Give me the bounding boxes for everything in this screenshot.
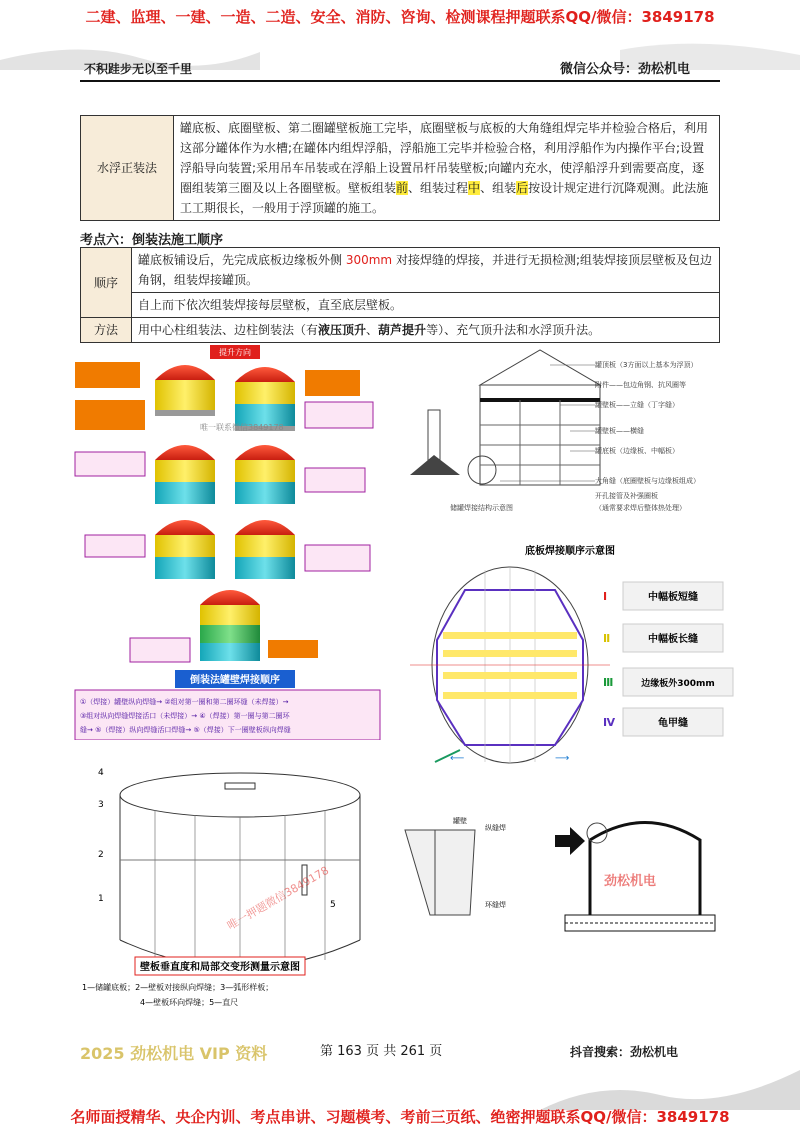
order-step1: 罐底板铺设后，先完成底板边缘板外侧 300mm 对接焊缝的焊接，并进行无损检测;组装焊接顶层壁板及包边角钢，组装焊接罐顶。	[132, 248, 720, 293]
structure-label-5: 罐底板（边缘板、中幅板）	[595, 447, 679, 455]
lift-direction-label: 提升方向	[219, 348, 251, 357]
sequence-step-3: 缝→ ⑤（焊接）纵向焊缝活口焊缝→ ⑤（焊接）下一圈壁板纵向焊缝	[80, 726, 291, 734]
order-step2: 自上而下依次组装焊接每层壁板，直至底层壁板。	[132, 293, 720, 318]
tank-brand: 劲松机电	[603, 874, 657, 889]
dim-num-4: 4	[98, 768, 104, 778]
water-float-table	[80, 115, 720, 221]
douyin-search: 抖音搜索：劲松机电	[570, 1045, 679, 1059]
detail-label-2: 纵缝焊	[485, 824, 506, 832]
top-banner: 二建、监理、一建、一造、二造、安全、消防、咨询、检测课程押题联系QQ/微信：3849178	[85, 8, 715, 26]
structure-label-1: 罐顶板（3方面以上基本为浮顶）	[595, 361, 698, 369]
tank-stage-2	[235, 367, 295, 431]
structure-label-7: 开孔接管及补强圈板	[595, 492, 658, 500]
weld-order-label-1: 中幅板短缝	[648, 592, 698, 603]
sequence-step-2: ③组对纵向焊缝焊接活口（未焊接）→ ④（焊接）第一圈与第二圈环	[80, 712, 290, 720]
figure-watermark: 唯一联系微信3849178	[200, 423, 284, 432]
detail-label-3: 环缝焊	[485, 901, 506, 909]
structure-label-2: 附件——包边角钢、抗风圈等	[595, 381, 686, 389]
tank-stage-6	[235, 520, 295, 579]
method-list: 用中心柱组装法、边柱倒装法（有液压顶升、葫芦提升等）、充气顶升法和水浮顶升法。	[132, 318, 720, 343]
bottom-watermark: 唯一押题微信3849178	[225, 863, 332, 933]
tank-stage-7	[200, 590, 260, 661]
structure-label-8: （通常要求焊后整体热处理）	[595, 504, 686, 512]
verticality-legend-1: 1—储罐底板；2—壁板对接纵向焊缝；3—弧形样板；	[82, 983, 274, 992]
bottom-ink-decoration	[540, 1050, 800, 1110]
method-label-2: 方法	[81, 318, 132, 343]
weld-order-label-2: 中幅板长缝	[648, 634, 698, 645]
dim-num-5: 5	[330, 900, 336, 910]
verticality-legend-2: 4—壁板环向焊缝；5—直尺	[140, 998, 239, 1007]
bottom-weld-order-figure	[405, 540, 735, 770]
header-motto: 不积跬步无以至千里	[84, 62, 193, 76]
dim-num-1: 1	[98, 894, 104, 904]
verticality-figure	[80, 765, 370, 1010]
tank-arrow-figure	[545, 815, 720, 935]
structure-caption: 储罐焊接结构示意图	[450, 504, 513, 512]
weld-order-num-2: Ⅱ	[603, 632, 611, 645]
weld-order-label-3: 边缘板外300mm	[641, 679, 715, 689]
structure-label-4: 罐壁板——横缝	[595, 427, 644, 435]
structure-label-6: 大角缝（底圈壁板与边缘板组成）	[595, 477, 700, 485]
sequence-step-1: ①（焊接）罐壁纵向焊缝→ ②组对第一圈和第二圈环缝（未焊接）→	[80, 698, 289, 706]
order-label: 顺序	[81, 248, 132, 318]
svg-text:⟵: ⟵	[450, 753, 465, 764]
page-number: 第 163 页 共 261 页	[320, 1044, 443, 1059]
detail-label-1: 罐壁	[453, 817, 467, 825]
tank-stage-3	[155, 445, 215, 504]
svg-text:⟶: ⟶	[555, 753, 570, 764]
dim-num-2: 2	[98, 850, 104, 860]
footer-brand: 2025 劲松机电 VIP 资料	[80, 1044, 268, 1063]
structure-label-3: 罐壁板——立缝（丁字缝）	[595, 401, 679, 409]
header-wechat: 微信公众号：劲松机电	[559, 62, 690, 77]
weld-order-num-1: Ⅰ	[603, 590, 608, 603]
weld-order-num-4: Ⅳ	[603, 716, 616, 729]
method-label: 水浮正装法	[81, 116, 174, 221]
section-title: 考点六：倒装法施工顺序	[80, 233, 224, 248]
weld-structure-figure	[400, 345, 730, 525]
inverted-method-table	[80, 247, 720, 343]
bottom-banner: 名师面授精华、央企内训、考点串讲、习题模考、考前三页纸、绝密押题联系QQ/微信：3849178	[70, 1108, 730, 1126]
tank-stage-4	[235, 445, 295, 504]
weld-order-label-4: 龟甲缝	[658, 718, 688, 729]
tank-stage-1	[155, 365, 215, 416]
inverted-welding-figure	[70, 340, 390, 740]
weld-order-num-3: Ⅲ	[603, 676, 614, 689]
sequence-title: 倒装法罐壁焊接顺序	[190, 675, 280, 686]
header-divider	[80, 80, 720, 82]
method-description: 罐底板、底圈壁板、第二圈罐壁板施工完毕，底圈壁板与底板的大角缝组焊完毕并检验合格后，利用这部分罐体作为水槽;在罐体内组焊浮船，浮船施工完毕并检验合格，利用浮船作为内操作平台;设置浮船导向装置;采用吊车吊装或在浮船上设置吊杆吊装壁板;向罐内充水，使浮船浮升到需要高度，逐圈组装第三圈及以上各圈壁板。壁板组装前、组装过程中、组装后按设计规定进行沉降观测。此法施工工期很长，一般用于浮顶罐的施工。	[174, 116, 720, 221]
verticality-title: 壁板垂直度和局部交变形测量示意图	[140, 962, 300, 973]
weld-order-title: 底板焊接顺序示意图	[525, 546, 615, 557]
dim-num-3: 3	[98, 800, 104, 810]
tank-stage-5	[155, 520, 215, 579]
weld-detail-figure	[395, 815, 525, 920]
